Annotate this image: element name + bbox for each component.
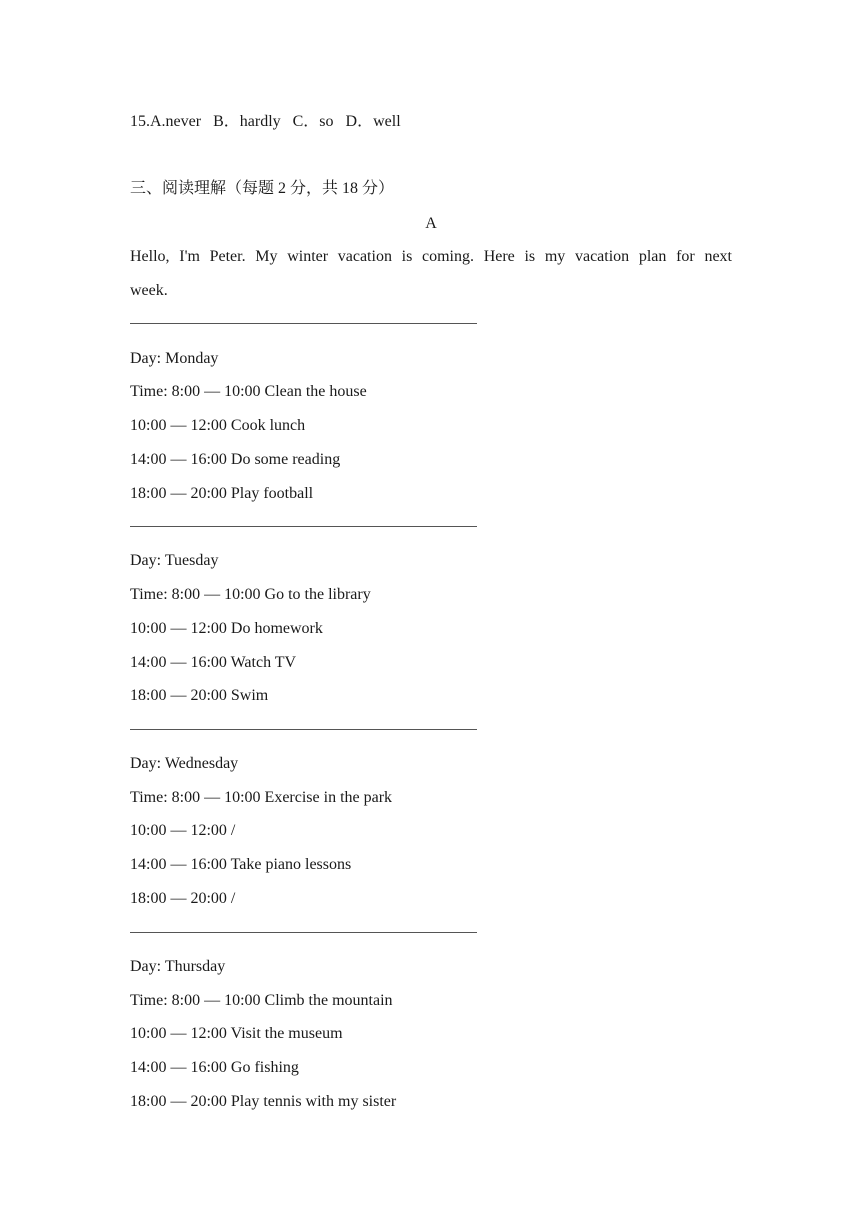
schedule-slot: 14:00 — 16:00 Watch TV [130,654,297,671]
schedule-slot: 18:00 — 20:00 / [130,890,236,907]
schedule-slot: 18:00 — 20:00 Play football [130,485,314,502]
separator-rule [130,729,477,730]
section-title: 三、阅读理解（每题 2 分，共 18 分） [130,180,395,197]
day-heading-monday: Day: Monday [130,350,219,367]
schedule-slot: Time: 8:00 — 10:00 Climb the mountain [130,992,393,1009]
schedule-slot: 10:00 — 12:00 Do homework [130,620,323,637]
intro-line-1: Hello, I'm Peter. My winter vacation is coming. Here is my vacation plan for next [130,248,732,265]
passage-label: A [425,215,437,232]
schedule-slot: 10:00 — 12:00 Visit the museum [130,1025,343,1042]
question-15-options: 15.A.never B．hardly C．so D．well [130,113,401,130]
day-heading-thursday: Day: Thursday [130,958,226,975]
separator-rule [130,323,477,324]
schedule-slot: 14:00 — 16:00 Take piano lessons [130,856,352,873]
schedule-slot: 14:00 — 16:00 Go fishing [130,1059,299,1076]
schedule-slot: 18:00 — 20:00 Swim [130,687,269,704]
day-heading-tuesday: Day: Tuesday [130,552,219,569]
schedule-slot: 18:00 — 20:00 Play tennis with my sister [130,1093,397,1110]
schedule-slot: 14:00 — 16:00 Do some reading [130,451,341,468]
schedule-slot: Time: 8:00 — 10:00 Clean the house [130,383,367,400]
schedule-slot: Time: 8:00 — 10:00 Go to the library [130,586,371,603]
intro-line-2: week. [130,282,168,299]
separator-rule [130,932,477,933]
schedule-slot: 10:00 — 12:00 / [130,822,236,839]
schedule-slot: 10:00 — 12:00 Cook lunch [130,417,306,434]
schedule-slot: Time: 8:00 — 10:00 Exercise in the park [130,789,393,806]
day-heading-wednesday: Day: Wednesday [130,755,239,772]
separator-rule [130,526,477,527]
